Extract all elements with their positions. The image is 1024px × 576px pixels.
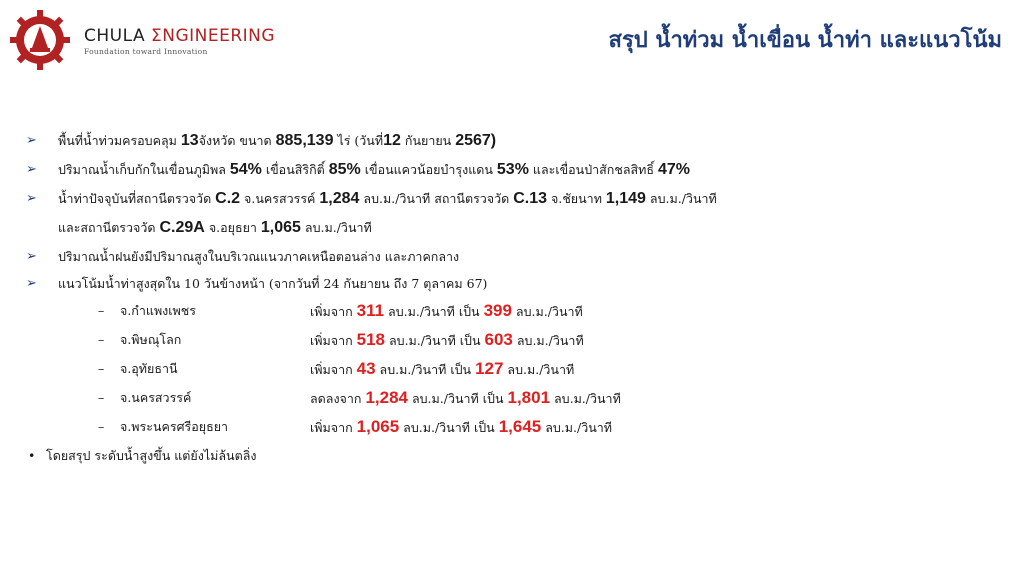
trend-row [20, 325, 1000, 354]
brand [84, 26, 275, 56]
text: แนวโน้มน้ำท่าสูงสุดใน 10 วันข้างหน้า (จากวันที่ 24 กันยายน ถึง 7 ตุลาคม 67) [58, 276, 488, 291]
text: จังหวัด ขนาด [198, 133, 276, 148]
change [310, 325, 584, 355]
value: 53% [496, 161, 529, 178]
value: 54% [229, 161, 262, 178]
text: โดยสรุป ระดับน้ำสูงขึ้น แต่ยังไม่ล้นตลิ่ง [46, 448, 257, 463]
text: และเขื่อนป่าสักชลสิทธิ์ [528, 162, 658, 177]
arrow-right-icon: ➢ [26, 133, 37, 148]
text: และสถานีตรวจวัด [58, 220, 160, 235]
content [20, 126, 1000, 470]
dash: – [98, 303, 105, 318]
change [310, 383, 621, 413]
value-to: 1,801 [507, 388, 551, 407]
province: จ.พระนครศรีอยุธยา [120, 419, 229, 434]
text: เพิ่มจาก [310, 420, 357, 435]
bullet-summary [20, 441, 1000, 470]
value: 47% [657, 161, 691, 178]
text: เขื่อนสิริกิติ์ [261, 162, 329, 177]
trend-row [20, 383, 1000, 412]
dash: – [98, 332, 105, 347]
value: C.2 [215, 190, 241, 207]
value-to: 399 [483, 301, 512, 320]
value: 2567) [455, 132, 497, 149]
bullet-dot-icon: • [28, 448, 36, 463]
value: C.29A [159, 219, 205, 236]
page-title: สรุป น้ำท่วม น้ำเขื่อน น้ำท่า และแนวโน้ม [608, 27, 1002, 53]
text: ปริมาณน้ำฝนยังมีปริมาณสูงในบริเวณแนวภาคเหนือตอนล่าง และภาคกลาง [58, 249, 460, 264]
text: ปริมาณน้ำเก็บกักในเขื่อนภูมิพล [58, 162, 230, 177]
text: ลบ.ม./วินาที [300, 220, 372, 235]
text: น้ำท่าปัจจุบันที่สถานีตรวจวัด [58, 191, 216, 206]
trend-row [20, 354, 1000, 383]
dash: – [98, 390, 105, 405]
text: ลบ.ม./วินาที [645, 191, 717, 206]
value: C.13 [513, 190, 548, 207]
text: ลบ.ม./วินาที [503, 362, 575, 377]
text: จ.อยุธยา [204, 220, 261, 235]
text: เขื่อนแควน้อยบำรุงแดน [360, 162, 497, 177]
text: เพิ่มจาก [310, 333, 357, 348]
value: 1,149 [605, 190, 646, 207]
brand-name-chula: CHULA [84, 26, 151, 46]
text: ลบ.ม./วินาที เป็น [407, 391, 508, 406]
brand-name [84, 26, 275, 46]
value: 885,139 [275, 132, 334, 149]
province: จ.กำแพงเพชร [120, 303, 196, 318]
text: ลดลงจาก [310, 391, 366, 406]
bullet-flood-area [20, 126, 1000, 155]
chula-engineering-logo [8, 8, 72, 72]
province: จ.อุทัยธานี [120, 361, 178, 376]
value-to: 603 [484, 330, 513, 349]
value-from: 1,065 [356, 417, 400, 436]
text: จ.นครสวรรค์ [240, 191, 320, 206]
value: 1,065 [260, 219, 301, 236]
brand-name-engineering: ΣNGINEERING [151, 26, 276, 46]
bullet-rainfall [20, 242, 1000, 271]
brand-tagline: Foundation toward Innovation [84, 47, 208, 56]
text: ลบ.ม./วินาที สถานีตรวจวัด [359, 191, 514, 206]
text: กันยายน [400, 133, 456, 148]
value-to: 1,645 [498, 417, 542, 436]
value: 13 [180, 132, 199, 149]
bullet-river-flow-continued [20, 213, 1000, 242]
province: จ.นครสวรรค์ [120, 390, 192, 405]
text: ลบ.ม./วินาที [511, 304, 583, 319]
text: ลบ.ม./วินาที เป็น [385, 333, 485, 348]
arrow-right-icon: ➢ [26, 162, 37, 177]
text: เพิ่มจาก [310, 362, 357, 377]
change [310, 354, 574, 384]
bullet-dam-storage [20, 155, 1000, 184]
arrow-right-icon: ➢ [26, 191, 37, 206]
text: ลบ.ม./วินาที เป็น [375, 362, 476, 377]
text: ลบ.ม./วินาที เป็น [384, 304, 484, 319]
value: 85% [328, 161, 361, 178]
value: 12 [383, 132, 401, 149]
change [310, 412, 612, 442]
text: เพิ่มจาก [310, 304, 357, 319]
change [310, 296, 583, 326]
text: ลบ.ม./วินาที [512, 333, 584, 348]
value-to: 127 [475, 359, 504, 378]
dash: – [98, 419, 105, 434]
province: จ.พิษณุโลก [120, 332, 182, 347]
text: จ.ชัยนาท [547, 191, 606, 206]
trend-row [20, 296, 1000, 325]
trend-row [20, 412, 1000, 441]
bullet-trend [20, 271, 1000, 296]
arrow-right-icon: ➢ [26, 249, 37, 264]
value-from: 1,284 [365, 388, 408, 407]
value: 1,284 [319, 190, 360, 207]
value-from: 311 [356, 301, 385, 320]
arrow-right-icon: ➢ [26, 276, 37, 291]
value-from: 43 [356, 359, 376, 378]
text: ไร่ (วันที่ [333, 133, 384, 148]
text: ลบ.ม./วินาที [550, 391, 621, 406]
bullet-river-flow [20, 184, 1000, 213]
text: ลบ.ม./วินาที [541, 420, 613, 435]
dash: – [98, 361, 105, 376]
text: ลบ.ม./วินาที เป็น [399, 420, 499, 435]
text: พื้นที่น้ำท่วมครอบคลุม [58, 133, 181, 148]
value-from: 518 [356, 330, 386, 349]
